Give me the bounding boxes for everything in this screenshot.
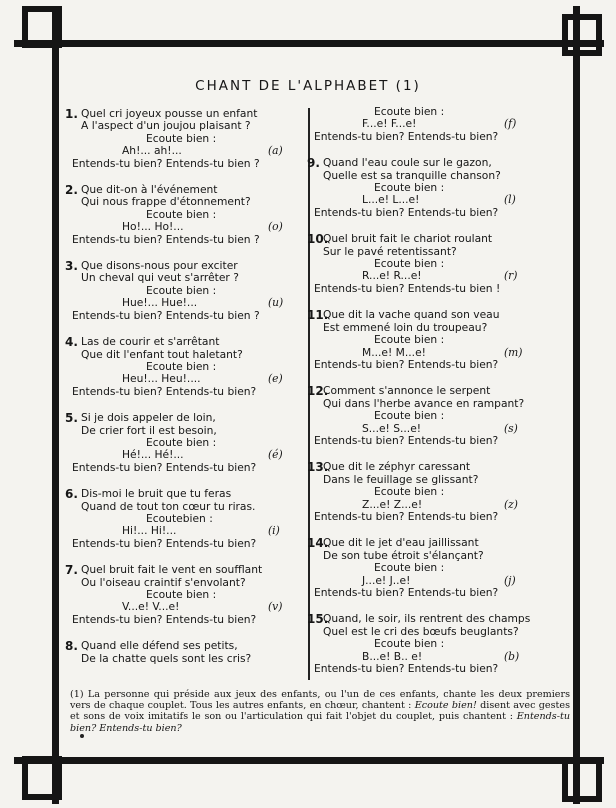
couplet-refrain: Entends-tu bien? Entends-tu bien? <box>314 433 499 447</box>
couplet-letter: (v) <box>268 600 283 614</box>
couplet-line-2: Quel est le cri des bœufs beuglants? <box>323 624 519 638</box>
couplet-15 <box>307 612 569 676</box>
couplet-cry <box>314 423 569 435</box>
couplet-cry-text: B...e! B.. e! <box>362 649 423 663</box>
couplet-line-1: Que dit le jet d'eau jaillissant <box>323 536 479 550</box>
couplet-13 <box>307 460 569 523</box>
couplet-ecoute: Ecoute bien : <box>374 181 445 195</box>
couplet-line-1: Que disons-nous pour exciter <box>81 259 238 273</box>
couplet-number: 10. <box>307 232 329 247</box>
frame-corner-top-left <box>22 6 62 48</box>
couplet-letter: (u) <box>268 296 284 310</box>
ink-dot <box>80 734 84 738</box>
frame-left-bar <box>52 6 59 804</box>
couplet-cry <box>72 449 322 461</box>
couplet-letter: (f) <box>504 117 517 131</box>
couplet-line-1: Que dit-on à l'événement <box>81 183 218 197</box>
couplet-line-1: Las de courir et s'arrêtant <box>81 335 220 349</box>
couplet-ecoute: Ecoute bien : <box>146 283 217 297</box>
couplet-number: 6. <box>65 487 78 502</box>
couplet-refrain: Entends-tu bien? Entends-tu bien? <box>314 662 499 676</box>
couplet-cry <box>72 525 322 537</box>
couplet-letter: (e) <box>268 372 283 386</box>
couplet-cry <box>72 297 322 309</box>
couplet-cry <box>72 601 322 613</box>
couplet-ecoute: Ecoute bien : <box>374 409 445 423</box>
frame-right-bar <box>573 6 580 804</box>
couplet-line-2: Est emmené loin du troupeau? <box>323 320 488 334</box>
couplet-7 <box>65 563 322 626</box>
couplet-letter: (a) <box>268 144 283 158</box>
couplet-6 <box>65 487 322 550</box>
couplet-ecoute: Ecoute bien : <box>146 588 217 601</box>
couplet-number: 5. <box>65 411 78 426</box>
couplet-cry-text: M...e! M...e! <box>362 345 426 359</box>
couplet-cry <box>314 118 569 130</box>
couplet-refrain: Entends-tu bien? Entends-tu bien? <box>72 612 257 626</box>
couplet-number: 3. <box>65 259 78 274</box>
couplet-letter: (o) <box>268 220 283 234</box>
couplet-ecoute: Ecoute bien : <box>146 207 217 221</box>
couplet-7-continuation <box>314 106 569 143</box>
frame-corner-top-right <box>562 14 602 56</box>
couplet-letter: (i) <box>268 524 280 538</box>
couplet-line-1: Dis-moi le bruit que tu feras <box>81 487 232 501</box>
footnote-emphasis-2: Entends-tu bien? Entends-tu bien? <box>70 711 570 734</box>
couplet-line-2: Un cheval qui veut s'arrêter ? <box>81 271 239 285</box>
couplet-cry <box>314 270 569 282</box>
couplet-line-2: Quand de tout ton cœur tu riras. <box>81 499 256 513</box>
couplet-cry <box>314 499 569 511</box>
footnote <box>70 689 570 734</box>
couplet-ecoute: Ecoute bien : <box>374 257 445 271</box>
couplet-letter: (m) <box>504 345 523 359</box>
couplet-cry <box>314 575 569 587</box>
couplet-line-1: Quand elle défend ses petits, <box>81 639 238 653</box>
frame-corner-bottom-left <box>22 756 62 800</box>
couplet-9 <box>307 156 569 219</box>
couplet-number: 9. <box>307 156 320 171</box>
couplet-number: 1. <box>65 107 78 121</box>
couplet-3 <box>65 259 322 322</box>
couplet-refrain: Entends-tu bien? Entends-tu bien? <box>314 129 499 143</box>
couplet-4 <box>65 335 322 398</box>
couplet-line-1: Quel bruit fait le vent en soufflant <box>81 563 263 577</box>
couplet-line-2: De la chatte quels sont les cris? <box>81 651 252 665</box>
couplet-line-1: Quand, le soir, ils rentrent des champs <box>323 612 531 626</box>
couplet-refrain: Entends-tu bien? Entends-tu bien ! <box>314 281 501 295</box>
couplet-refrain: Entends-tu bien? Entends-tu bien? <box>314 357 499 371</box>
couplet-refrain: Entends-tu bien? Entends-tu bien? <box>314 586 499 599</box>
couplet-ecoute: Ecoutebien : <box>146 511 213 525</box>
couplet-line-1: Quel bruit fait le chariot roulant <box>323 232 493 246</box>
couplet-line-1: Que dit le zéphyr caressant <box>323 460 471 474</box>
couplet-letter: (j) <box>504 573 516 587</box>
couplet-refrain: Entends-tu bien? Entends-tu bien? <box>72 536 257 550</box>
couplet-letter: (s) <box>504 421 518 435</box>
couplet-14 <box>307 536 569 599</box>
couplet-cry <box>72 145 322 157</box>
couplet-cry-text: V...e! V...e! <box>122 600 180 614</box>
couplet-cry-text: J...e! J..e! <box>362 573 411 587</box>
couplet-refrain: Entends-tu bien? Entends-tu bien? <box>72 384 257 398</box>
couplet-letter: (r) <box>504 269 518 283</box>
couplet-line-2: De son tube étroit s'élançant? <box>323 548 484 562</box>
couplet-number: 14. <box>307 536 329 551</box>
couplet-letter: (z) <box>504 497 518 511</box>
couplet-refrain: Entends-tu bien? Entends-tu bien ? <box>72 308 260 322</box>
couplet-cry <box>314 194 569 206</box>
couplet-letter: (é) <box>268 448 283 462</box>
couplet-cry-text: Ho!... Ho!... <box>122 220 184 234</box>
couplet-number: 8. <box>65 639 78 654</box>
couplet-line-2: Ou l'oiseau craintif s'envolant? <box>81 575 246 589</box>
footnote-text-1: (1) La personne qui préside aux jeux des enfants, ou l'un de ces enfants, chante les deux premiers vers de chaque couplet. Tous les autres enfants, en chœur, chantent : <box>70 689 570 712</box>
couplet-line-1: Comment s'annonce le serpent <box>323 384 491 398</box>
couplet-ecoute: Ecoute bien : <box>146 131 217 145</box>
couplet-refrain: Entends-tu bien? Entends-tu bien? <box>314 509 499 523</box>
couplet-number: 12. <box>307 384 329 399</box>
couplet-line-1: Quand l'eau coule sur le gazon, <box>323 156 492 170</box>
couplet-10 <box>307 232 569 295</box>
couplet-refrain: Entends-tu bien? Entends-tu bien? <box>72 460 257 474</box>
couplet-line-2: Dans le feuillage se glissant? <box>323 472 479 486</box>
couplet-line-1: Que dit la vache quand son veau <box>323 308 500 322</box>
couplet-11 <box>307 308 569 371</box>
couplet-line-2: Que dit l'enfant tout haletant? <box>81 347 243 361</box>
couplet-line-2: De crier fort il est besoin, <box>81 423 217 437</box>
couplet-ecoute: Ecoute bien : <box>146 359 217 373</box>
couplet-1 <box>65 107 322 170</box>
couplet-number: 7. <box>65 563 78 578</box>
couplet-refrain: Entends-tu bien? Entends-tu bien ? <box>72 156 260 170</box>
couplet-ecoute: Ecoute bien : <box>374 485 445 499</box>
couplet-8 <box>65 639 322 665</box>
couplet-cry-text: Hi!... Hi!... <box>122 524 177 538</box>
couplet-refrain: Entends-tu bien? Entends-tu bien ? <box>72 232 260 246</box>
couplet-number: 15. <box>307 612 329 627</box>
couplet-5 <box>65 411 322 474</box>
couplet-number: 13. <box>307 460 329 475</box>
frame-corner-bottom-right <box>562 758 602 802</box>
couplet-cry-text: F...e! F...e! <box>362 117 417 131</box>
couplet-cry-text: R...e! R...e! <box>362 269 422 283</box>
couplet-12 <box>307 384 569 447</box>
couplet-letter: (l) <box>504 193 516 207</box>
couplet-line-2: Quelle est sa tranquille chanson? <box>323 168 501 182</box>
couplet-cry-text: L...e! L...e! <box>362 193 420 207</box>
frame-bottom-bar <box>14 757 604 764</box>
couplet-cry-text: Hé!... Hé!... <box>122 448 184 462</box>
couplet-line-1: Si je dois appeler de loin, <box>81 411 216 425</box>
couplet-line-2: Qui nous frappe d'étonnement? <box>81 195 251 209</box>
couplet-cry <box>72 373 322 385</box>
couplet-2 <box>65 183 322 246</box>
couplet-line-1: Quel cri joyeux pousse un enfant <box>81 107 258 120</box>
couplet-cry <box>72 221 322 233</box>
couplet-cry <box>314 347 569 359</box>
couplet-cry-text: Ah!... ah!... <box>122 144 182 158</box>
couplet-ecoute: Ecoute bien : <box>374 333 445 347</box>
couplet-number: 2. <box>65 183 78 198</box>
couplet-letter: (b) <box>504 649 520 663</box>
couplet-cry-text: Hue!... Hue!... <box>122 296 198 310</box>
couplet-number: 4. <box>65 335 78 350</box>
couplet-line-2: A l'aspect d'un joujou plaisant ? <box>81 119 251 133</box>
couplet-cry-text: Z...e! Z...e! <box>362 497 423 511</box>
couplet-ecoute: Ecoute bien : <box>146 435 217 449</box>
couplet-ecoute: Ecoute bien : <box>374 637 445 651</box>
right-column <box>307 105 569 689</box>
left-column <box>65 107 322 679</box>
couplet-cry-text: Heu!... Heu!.... <box>122 372 201 386</box>
couplet-ecoute: Ecoute bien : <box>374 561 445 575</box>
page-title: CHANT DE L'ALPHABET (1) <box>195 78 421 94</box>
couplet-number: 11. <box>307 308 329 323</box>
couplet-ecoute: Ecoute bien : <box>374 105 445 118</box>
footnote-emphasis-1: Ecoute bien! <box>414 700 477 712</box>
couplet-line-2: Sur le pavé retentissant? <box>323 244 457 258</box>
couplet-line-2: Qui dans l'herbe avance en rampant? <box>323 396 525 410</box>
couplet-cry <box>314 651 569 663</box>
couplet-cry-text: S...e! S...e! <box>362 421 422 435</box>
footnote-text-2: disent avec gestes et sons de voix imitatifs le son ou l'articulation qui fait l'objet du couplet, puis chantent : <box>70 700 570 723</box>
frame-top-bar <box>14 40 604 47</box>
couplet-refrain: Entends-tu bien? Entends-tu bien? <box>314 205 499 219</box>
